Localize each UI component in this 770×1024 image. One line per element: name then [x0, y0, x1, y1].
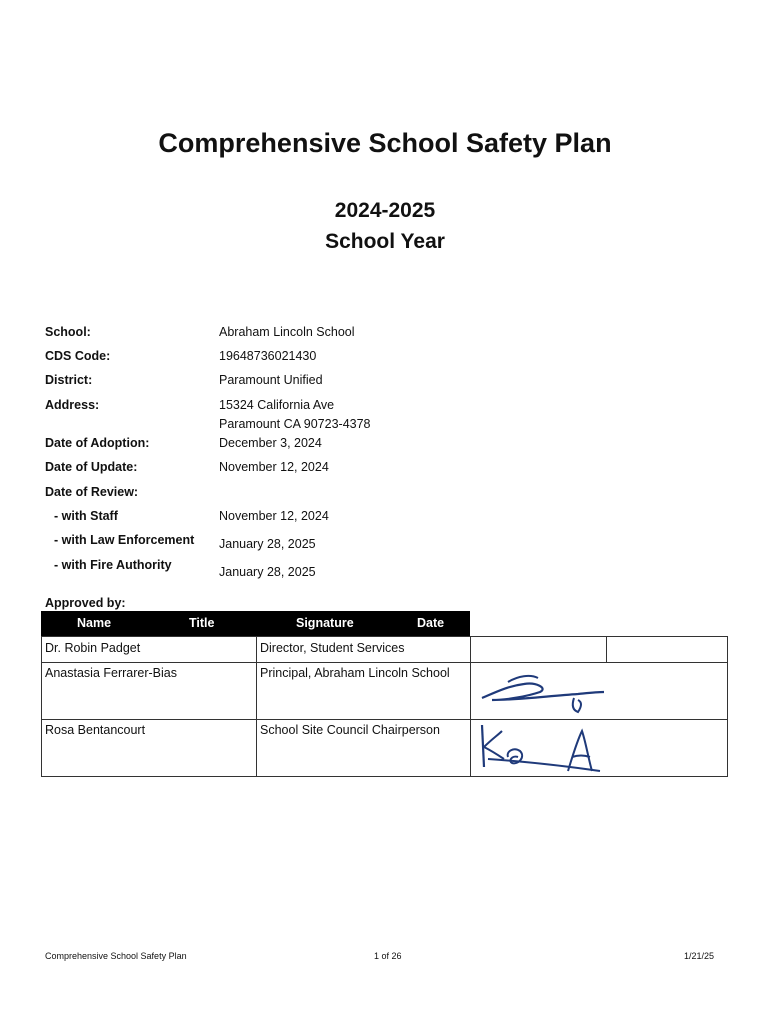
- footer-page-number: 1 of 26: [374, 951, 402, 961]
- table-row: [41, 662, 728, 720]
- signature-image: [478, 721, 608, 777]
- approver-name: Dr. Robin Padget: [45, 641, 141, 655]
- footer-date: 1/21/25: [684, 951, 715, 961]
- school-year-label: School Year: [325, 230, 445, 253]
- review-law-label: - with Law Enforcement: [54, 533, 195, 547]
- review-fire-label: - with Fire Authority: [54, 558, 172, 572]
- approval-table: [41, 611, 729, 777]
- signature-image: [478, 670, 608, 716]
- table-row: [41, 636, 728, 663]
- column-header-title: Title: [189, 616, 215, 630]
- date-of-update-value: November 12, 2024: [219, 460, 329, 474]
- date-of-adoption-label: Date of Adoption:: [45, 436, 150, 450]
- approver-name: Rosa Bentancourt: [45, 723, 146, 737]
- column-header-signature: Signature: [296, 616, 354, 630]
- table-header: [41, 611, 470, 636]
- approver-title: Director, Student Services: [260, 641, 405, 655]
- approved-by-label: Approved by:: [45, 596, 126, 610]
- approver-title: Principal, Abraham Lincoln School: [260, 666, 450, 680]
- cds-code-value: 19648736021430: [219, 349, 317, 363]
- column-header-name: Name: [77, 616, 112, 630]
- review-staff-label: - with Staff: [54, 509, 118, 523]
- review-fire-value: January 28, 2025: [219, 565, 316, 579]
- cds-code-label: CDS Code:: [45, 349, 111, 363]
- date-of-adoption-value: December 3, 2024: [219, 436, 322, 450]
- review-law-value: January 28, 2025: [219, 537, 316, 551]
- footer-document-title: Comprehensive School Safety Plan: [45, 951, 187, 961]
- district-value: Paramount Unified: [219, 373, 323, 387]
- address-line-1: 15324 California Ave: [219, 398, 335, 412]
- approver-title: School Site Council Chairperson: [260, 723, 440, 737]
- date-of-review-label: Date of Review:: [45, 485, 139, 499]
- address-line-2: Paramount CA 90723-4378: [219, 417, 371, 431]
- date-of-update-label: Date of Update:: [45, 460, 138, 474]
- district-label: District:: [45, 373, 93, 387]
- school-value: Abraham Lincoln School: [219, 325, 355, 339]
- approver-name: Anastasia Ferrarer-Bias: [45, 666, 177, 680]
- school-label: School:: [45, 325, 91, 339]
- address-label: Address:: [45, 398, 100, 412]
- table-row: [41, 719, 728, 777]
- page-title: Comprehensive School Safety Plan: [158, 128, 612, 158]
- column-header-date: Date: [417, 616, 445, 630]
- school-year-range: 2024-2025: [334, 199, 436, 222]
- review-staff-value: November 12, 2024: [219, 509, 329, 523]
